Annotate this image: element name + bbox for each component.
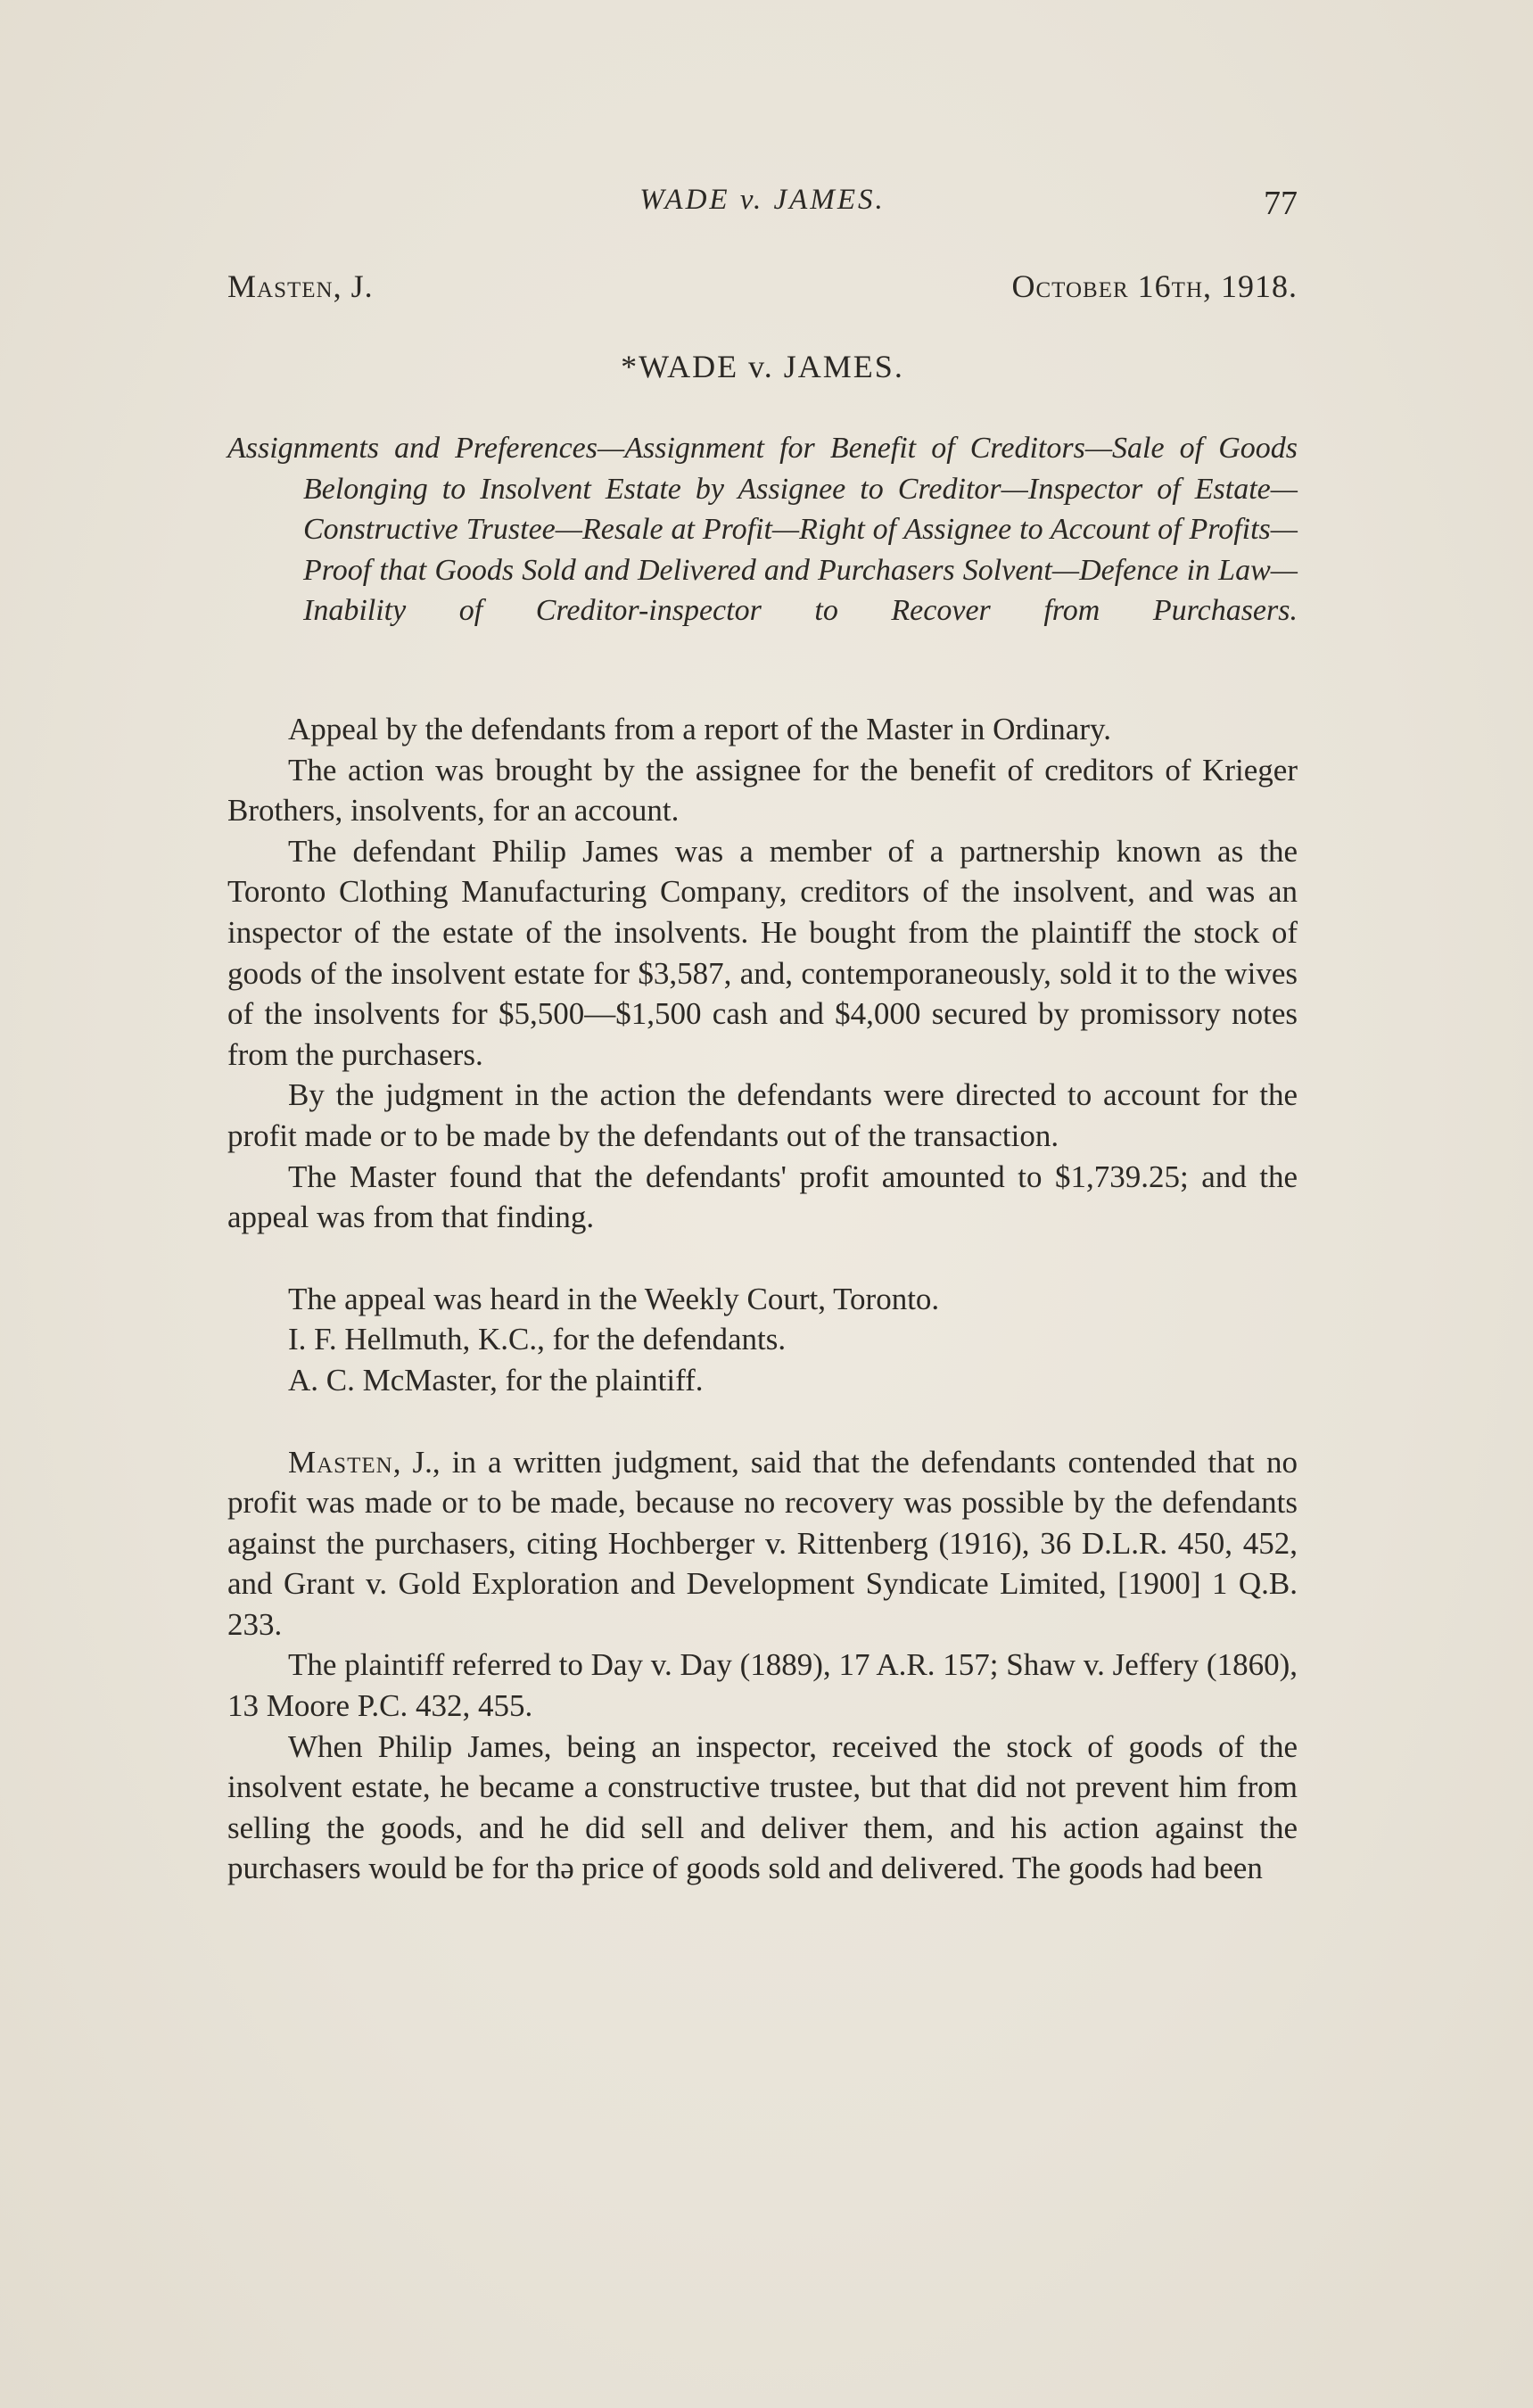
- counsel-line: I. F. Hellmuth, K.C., for the defendants.: [288, 1322, 787, 1357]
- running-head: [227, 184, 1298, 228]
- section-gap: [227, 1238, 1298, 1279]
- counsel-line: A. C. McMaster, for the plaintiff.: [288, 1362, 704, 1398]
- judgment-body: [227, 709, 1298, 1889]
- paragraph: Appeal by the defendants from a report of the Master in Ordinary.: [288, 712, 1111, 746]
- judgment-date: October 16th, 1918.: [1011, 268, 1298, 304]
- judge-line: [227, 268, 1298, 312]
- paragraph-text: , J., in a written judgment, said that the defendants contended that no profit was made or to be made, because no recovery was possible by the defendants against the purchasers, citing Hochberger v. Rittenberg (1916), 36 D.L.R. 450, 452, and Grant v. Gold Exploration and Development Syndicate Limited, [1900] 1 Q.B. 233.: [227, 1444, 1298, 1642]
- running-title: WADE v. JAMES.: [639, 184, 886, 216]
- paragraph: By the judgment in the action the defendants were directed to account for the profit made or to be made by the defendants out of the transaction.: [227, 1077, 1298, 1153]
- paragraph: The plaintiff referred to Day v. Day (1889), 17 A.R. 157; Shaw v. Jeffery (1860), 13 Moore P.C. 432, 455.: [227, 1647, 1298, 1724]
- headnote: Assignments and Preferences—Assignment for Benefit of Creditors—Sale of Goods Belonging to Insolvent Estate by Assignee to Creditor—Inspector of Estate—Constructive Trustee—Resale at Profit—Right of Assignee to Account of Profits—Proof that Goods Sold and Delivered and Purchasers Solvent—Defence in Law—Inability of Creditor-inspector to Recover from Purchasers.: [227, 432, 1298, 627]
- paragraph: The appeal was heard in the Weekly Court, Toronto.: [288, 1281, 940, 1316]
- paragraph: The Master found that the defendants' profit amounted to $1,739.25; and the appeal was from that finding.: [227, 1159, 1298, 1235]
- page-number: 77: [1264, 185, 1298, 222]
- paragraph: [227, 1442, 1298, 1645]
- case-title: *WADE v. JAMES.: [621, 349, 904, 384]
- section-gap: [227, 1401, 1298, 1442]
- paragraph: When Philip James, being an inspector, received the stock of goods of the insolvent estate, he became a constructive trustee, but that did not prevent him from selling the goods, and he did sell and deliver them, and his action against the purchasers would be for thə price of goods sold and delivered. The goods had been: [227, 1728, 1298, 1886]
- judge-name-inline: Masten: [288, 1444, 393, 1480]
- paragraph: The defendant Philip James was a member of a partnership known as the Toronto Clothing Manufacturing Company, creditors of the insolvent, and was an inspector of the estate of the insolvents. He bought from the plaintiff the stock of goods of the insolvent estate for $3,587, and, contemporaneously, sold it to the wives of the insolvents for $5,500—$1,500 cash and $4,000 secured by promissory notes from the purchasers.: [227, 833, 1298, 1072]
- judge-name: Masten, J.: [227, 268, 374, 304]
- paragraph: The action was brought by the assignee for the benefit of creditors of Krieger Brothers, insolvents, for an account.: [227, 752, 1298, 829]
